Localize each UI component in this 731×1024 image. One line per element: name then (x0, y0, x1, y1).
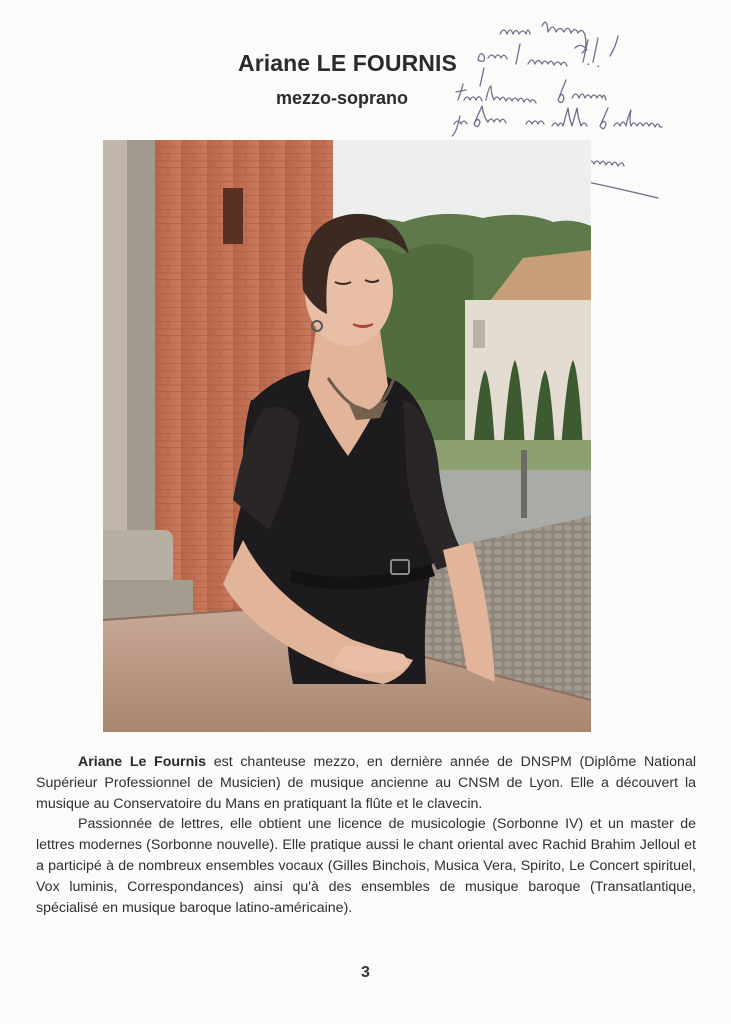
performer-name: Ariane LE FOURNIS (238, 50, 457, 76)
page-number: 3 (361, 964, 370, 981)
portrait-photo-illustration (103, 140, 591, 732)
bio-paragraph-1-text: est chanteuse mezzo, en dernière année de DNSPM (Diplôme National Supérieur Professionnel de Musicien) de musique ancienne au CNSM de Lyon. Elle a découvert la musique au Conservatoire du Mans en pratiquant la flûte et le clavecin. (36, 754, 696, 812)
bio-paragraph-2: Passionnée de lettres, elle obtient une licence de musicologie (Sorbonne IV) et un master de lettres modernes (Sorbonne nouvelle). Elle pratique aussi le chant oriental avec Rachid Brahim Jelloul et a participé à de nombreux ensembles vocaux (Gilles Binchois, Musica Vera, Spirito, Le Concert spirituel, Vox luminis, Correspondances) ainsi qu'à des ensembles de musique baroque (Transatlantique, spécialisé en musique baroque latino-américaine). (36, 816, 696, 916)
portrait-photo (103, 140, 591, 732)
bio-name: Ariane Le Fournis (78, 754, 207, 770)
bio-paragraph-1 (36, 752, 696, 814)
voice-type: mezzo-soprano (276, 88, 409, 108)
biography (36, 752, 696, 918)
